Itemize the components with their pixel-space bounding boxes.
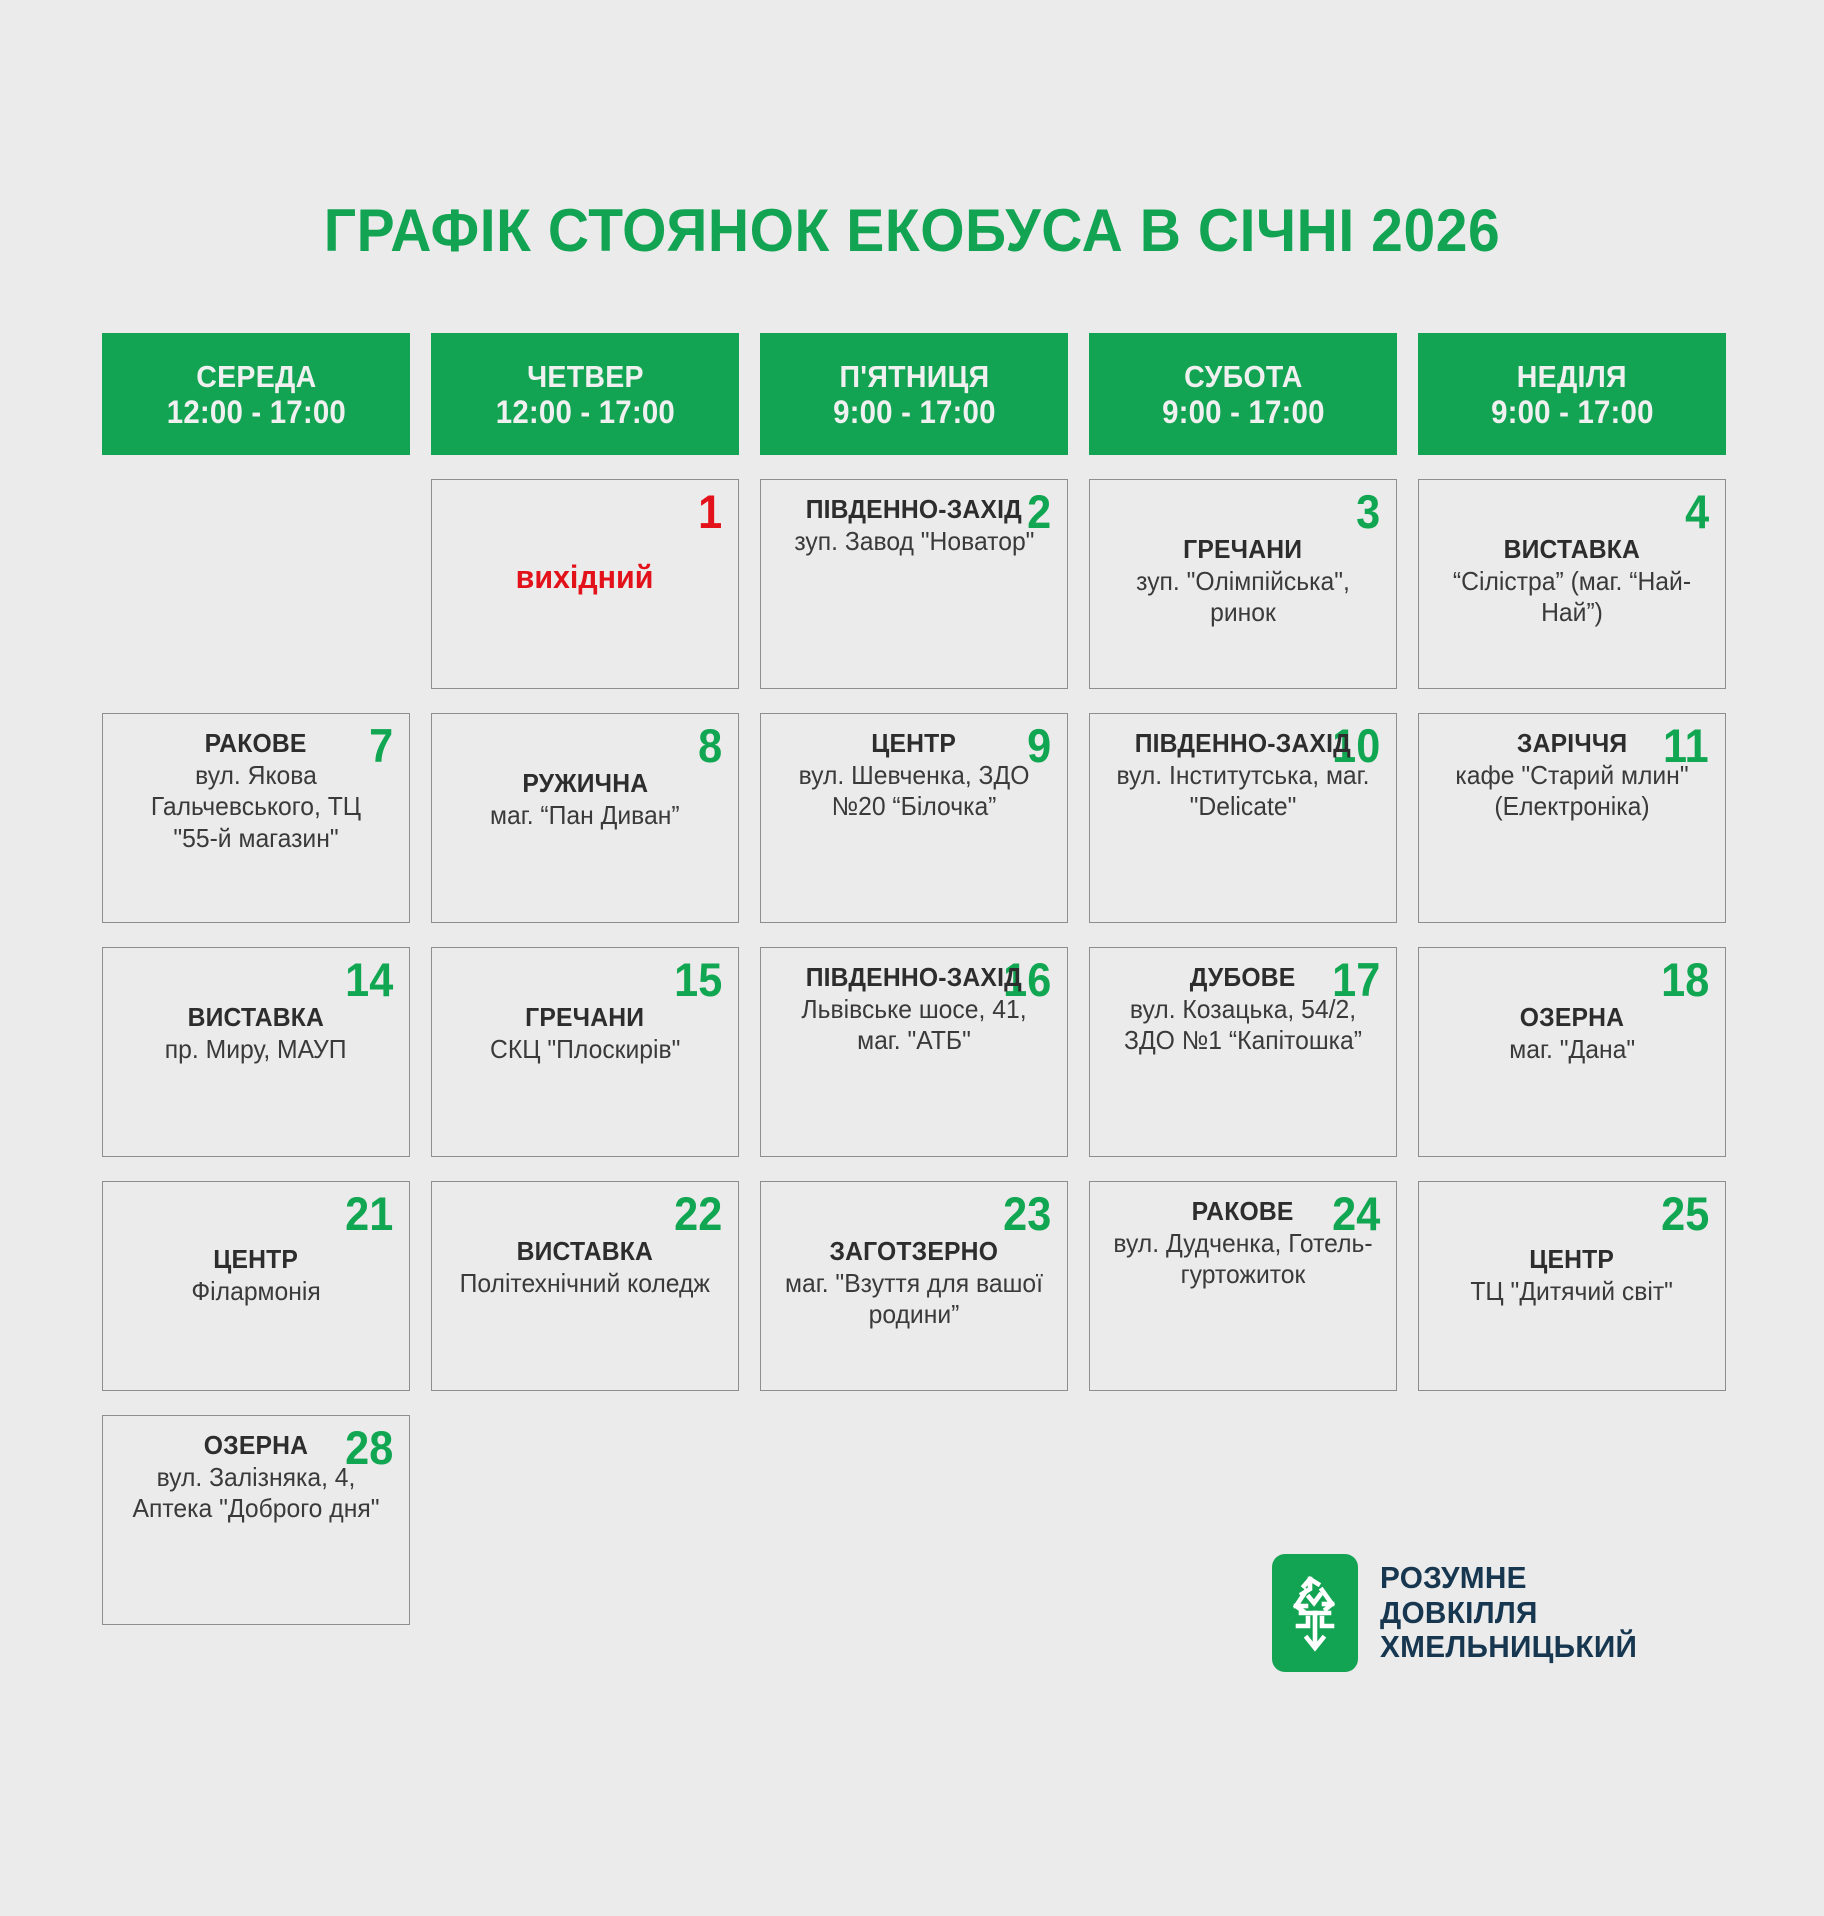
stop-address: вул. Залізняка, 4, Аптека "Доброго дня" bbox=[132, 1462, 380, 1524]
day-number: 15 bbox=[673, 953, 722, 1006]
stop-name: ЗАГОТЗЕРНО bbox=[829, 1236, 999, 1266]
stop-address: вул. Дудченка, Готель-гуртожиток bbox=[1113, 1228, 1373, 1290]
stop-name: ЗАРІЧЧЯ bbox=[1516, 728, 1628, 758]
day-header-sunday bbox=[1418, 333, 1726, 455]
day-header-time: 9:00 - 17:00 bbox=[1490, 393, 1654, 430]
day-number: 14 bbox=[344, 953, 393, 1006]
grid-gap bbox=[1089, 455, 1397, 479]
day-number: 25 bbox=[1660, 1187, 1709, 1240]
stop-address: зуп. "Олімпійська", ринок bbox=[1136, 566, 1350, 628]
brand-line-3: ХМЕЛЬНИЦЬКИЙ bbox=[1380, 1629, 1638, 1665]
stop-name: РАКОВЕ bbox=[1192, 1196, 1294, 1226]
stop-address: Львівське шосе, 41, маг. "АТБ" bbox=[801, 994, 1027, 1056]
stop-address: вул. Якова Гальчевського, ТЦ "55-й магазин" bbox=[150, 760, 362, 853]
day-number: 8 bbox=[697, 719, 722, 772]
stop-name: ПІВДЕННО-ЗАХІД bbox=[805, 962, 1023, 992]
stop-address: вул. Інститутська, маг. "Delicate" bbox=[1116, 760, 1370, 822]
stop-address: СКЦ "Плоскирів" bbox=[489, 1034, 681, 1065]
stop-name: ПІВДЕННО-ЗАХІД bbox=[1134, 728, 1352, 758]
stop-name: РАКОВЕ bbox=[205, 728, 307, 758]
day-cell-16[interactable] bbox=[760, 947, 1068, 1157]
stop-address: маг. "Взуття для вашої родини” bbox=[784, 1268, 1043, 1330]
day-cell-23[interactable] bbox=[760, 1181, 1068, 1391]
stop-name: ОЗЕРНА bbox=[1519, 1002, 1625, 1032]
day-cell-11[interactable] bbox=[1418, 713, 1726, 923]
stop-address: маг. "Дана" bbox=[1509, 1034, 1635, 1065]
day-number: 9 bbox=[1026, 719, 1051, 772]
day-header-name: ЧЕТВЕР bbox=[526, 358, 644, 394]
grid-gap bbox=[760, 455, 1068, 479]
grid-gap bbox=[431, 455, 739, 479]
recycling-tree-icon bbox=[1272, 1554, 1358, 1672]
brand-line-1: РОЗУМНЕ bbox=[1380, 1559, 1527, 1595]
day-header-time: 12:00 - 17:00 bbox=[166, 393, 346, 430]
stop-address: “Сілістра” (маг. “Най-Най”) bbox=[1452, 566, 1692, 628]
stop-name: РУЖИЧНА bbox=[522, 768, 648, 798]
stop-address: кафе "Старий млин" (Електроніка) bbox=[1455, 760, 1689, 822]
day-header-wednesday bbox=[102, 333, 410, 455]
day-off-label: вихідний bbox=[516, 559, 654, 596]
day-number: 7 bbox=[368, 719, 393, 772]
day-cell-10[interactable] bbox=[1089, 713, 1397, 923]
day-number: 22 bbox=[673, 1187, 722, 1240]
stop-name: ЦЕНТР bbox=[871, 728, 957, 758]
day-cell-8[interactable] bbox=[431, 713, 739, 923]
day-cell-7[interactable] bbox=[102, 713, 410, 923]
day-number: 2 bbox=[1026, 485, 1051, 538]
day-cell-21[interactable] bbox=[102, 1181, 410, 1391]
day-number: 18 bbox=[1660, 953, 1709, 1006]
stop-name: ОЗЕРНА bbox=[203, 1430, 309, 1460]
stop-name: ДУБОВЕ bbox=[1190, 962, 1296, 992]
grid-gap bbox=[102, 455, 410, 479]
brand-logo-text bbox=[1380, 1561, 1637, 1665]
stop-name: ГРЕЧАНИ bbox=[525, 1002, 645, 1032]
day-header-name: НЕДІЛЯ bbox=[1516, 358, 1628, 394]
day-cell-3[interactable] bbox=[1089, 479, 1397, 689]
stop-address: пр. Миру, МАУП bbox=[165, 1034, 347, 1065]
stop-name: ЦЕНТР bbox=[213, 1244, 299, 1274]
day-cell-1[interactable] bbox=[431, 479, 739, 689]
day-cell-empty bbox=[102, 479, 410, 689]
grid-gap bbox=[1418, 455, 1726, 479]
day-header-time: 12:00 - 17:00 bbox=[495, 393, 675, 430]
stop-address: вул. Козацька, 54/2, ЗДО №1 “Капітошка” bbox=[1124, 994, 1362, 1056]
stop-address: Філармонія bbox=[191, 1276, 321, 1307]
day-number: 1 bbox=[697, 485, 722, 538]
day-number: 11 bbox=[1663, 719, 1709, 772]
day-header-saturday bbox=[1089, 333, 1397, 455]
day-header-friday bbox=[760, 333, 1068, 455]
stop-address: зуп. Завод "Новатор" bbox=[793, 526, 1035, 557]
day-cell-25[interactable] bbox=[1418, 1181, 1726, 1391]
day-number: 28 bbox=[344, 1421, 393, 1474]
stop-address: Політехнічний коледж bbox=[459, 1268, 711, 1299]
day-number: 21 bbox=[344, 1187, 393, 1240]
day-cell-15[interactable] bbox=[431, 947, 739, 1157]
page-title: ГРАФІК СТОЯНОК ЕКОБУСА В СІЧНІ 2026 bbox=[323, 197, 1501, 264]
day-cell-17[interactable] bbox=[1089, 947, 1397, 1157]
stop-address: ТЦ "Дитячий світ" bbox=[1470, 1276, 1674, 1307]
day-header-name: П'ЯТНИЦЯ bbox=[839, 358, 989, 394]
day-number: 16 bbox=[1002, 953, 1051, 1006]
day-number: 23 bbox=[1002, 1187, 1051, 1240]
schedule-grid bbox=[102, 333, 1728, 1649]
stop-name: ЦЕНТР bbox=[1529, 1244, 1615, 1274]
day-cell-2[interactable] bbox=[760, 479, 1068, 689]
day-number: 24 bbox=[1331, 1187, 1380, 1240]
day-cell-14[interactable] bbox=[102, 947, 410, 1157]
day-number: 4 bbox=[1684, 485, 1709, 538]
stop-name: ВИСТАВКА bbox=[1503, 534, 1641, 564]
stop-name: ПІВДЕННО-ЗАХІД bbox=[805, 494, 1023, 524]
stop-name: ВИСТАВКА bbox=[516, 1236, 654, 1266]
day-cell-18[interactable] bbox=[1418, 947, 1726, 1157]
stop-address: вул. Шевченка, ЗДО №20 “Білочка” bbox=[798, 760, 1030, 822]
stop-address: маг. “Пан Диван” bbox=[490, 800, 680, 831]
brand-line-2: ДОВКІЛЛЯ bbox=[1380, 1594, 1538, 1630]
day-header-thursday bbox=[431, 333, 739, 455]
day-header-time: 9:00 - 17:00 bbox=[1161, 393, 1325, 430]
day-cell-empty bbox=[760, 1415, 1068, 1625]
day-cell-9[interactable] bbox=[760, 713, 1068, 923]
stop-name: ГРЕЧАНИ bbox=[1183, 534, 1303, 564]
day-header-name: СУБОТА bbox=[1183, 358, 1303, 394]
day-cell-empty bbox=[431, 1415, 739, 1625]
day-number: 17 bbox=[1331, 953, 1380, 1006]
day-cell-22[interactable] bbox=[431, 1181, 739, 1391]
stop-name: ВИСТАВКА bbox=[187, 1002, 325, 1032]
brand-logo bbox=[1272, 1554, 1648, 1672]
day-number: 10 bbox=[1331, 719, 1380, 772]
day-cell-4[interactable] bbox=[1418, 479, 1726, 689]
day-header-name: СЕРЕДА bbox=[195, 358, 317, 394]
day-header-time: 9:00 - 17:00 bbox=[832, 393, 996, 430]
day-cell-28[interactable] bbox=[102, 1415, 410, 1625]
day-cell-24[interactable] bbox=[1089, 1181, 1397, 1391]
day-number: 3 bbox=[1355, 485, 1380, 538]
